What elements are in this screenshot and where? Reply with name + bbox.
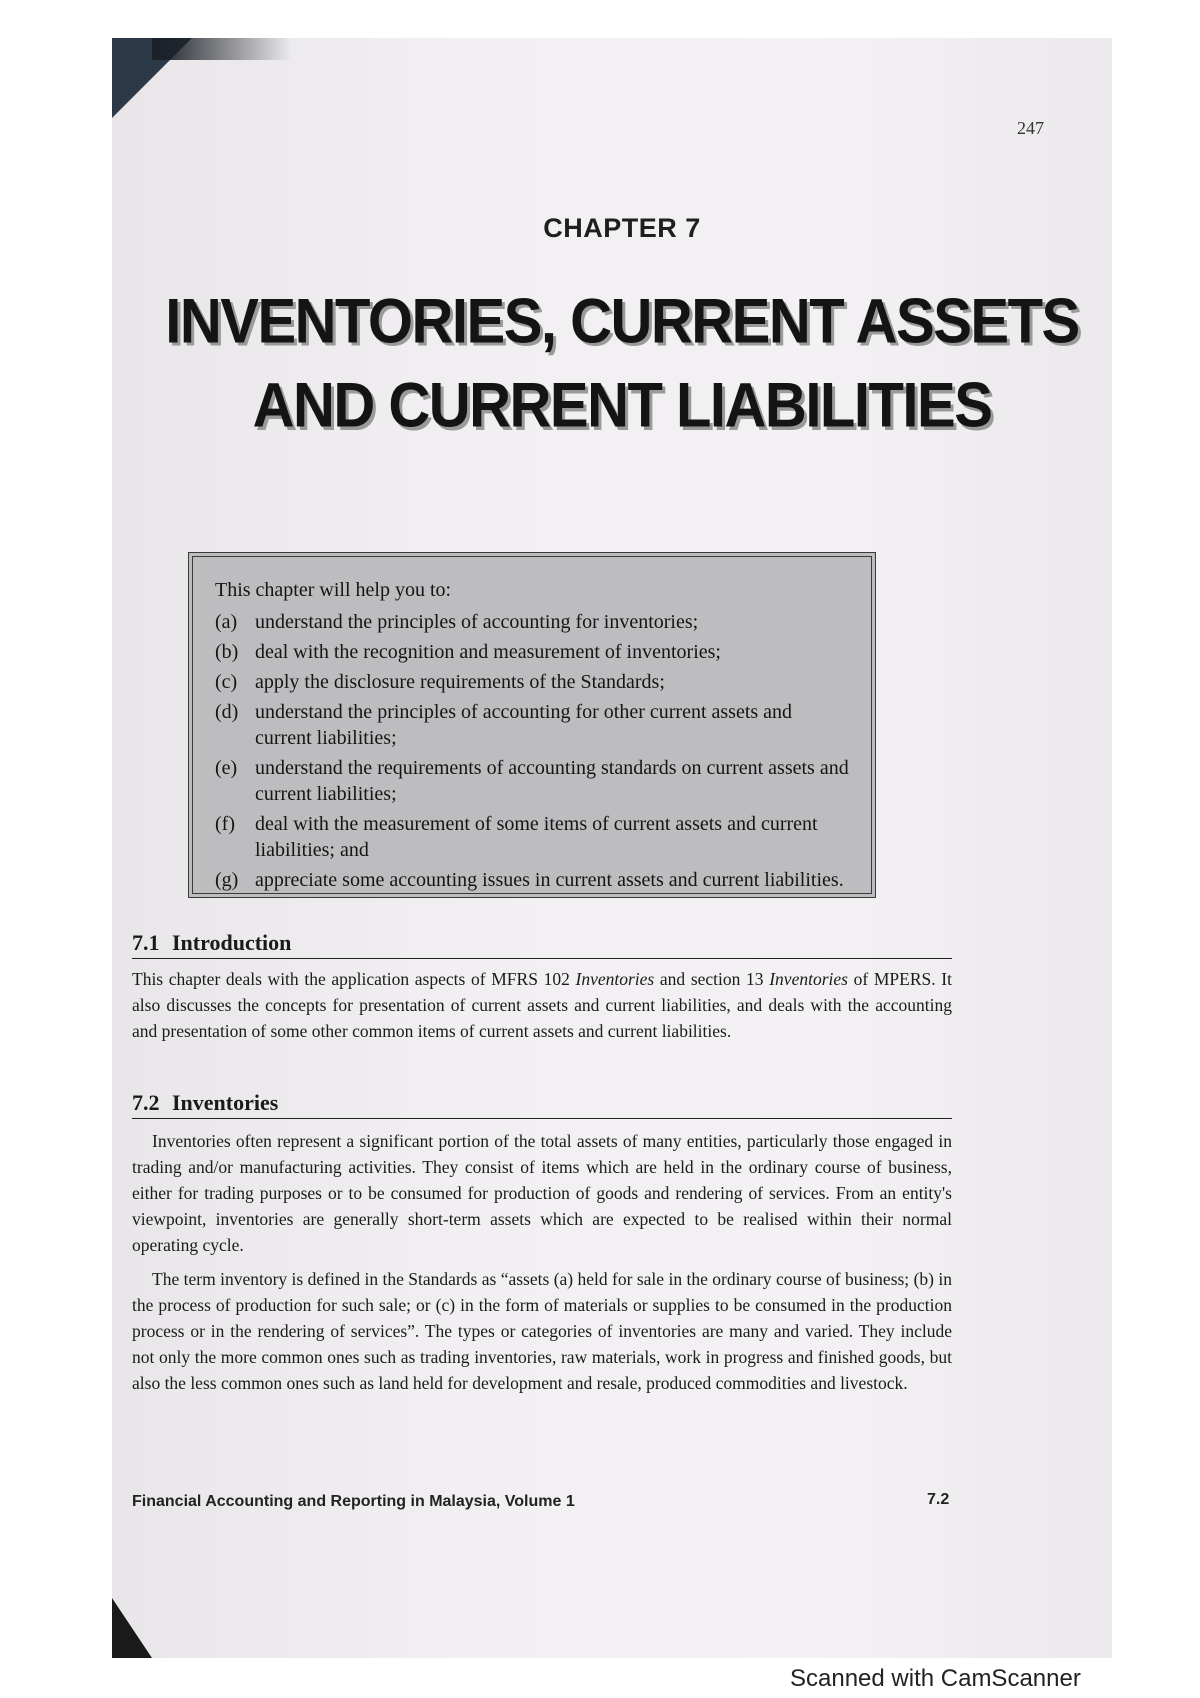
chapter-title bbox=[112, 280, 1112, 448]
objective-item bbox=[215, 811, 849, 863]
section-number: 7.2 bbox=[132, 1090, 160, 1115]
objective-text: understand the principles of accounting for inventories; bbox=[255, 611, 699, 633]
objective-text: understand the principles of accounting for other current assets and current liabilities; bbox=[255, 701, 793, 749]
inventories-paragraph-1: Inventories often represent a significant portion of the total assets of many entities, particularly those engaged in trading and/or manufacturing activities. They consist of items which are held in the ordinary course of business, either for trading purposes or to be consumed for production of goods and rendering of services. From an entity's viewpoint, inventories are generally short-term assets which are expected to be realised within their normal operating cycle. bbox=[132, 1131, 952, 1255]
objective-text: apply the disclosure requirements of the Standards; bbox=[255, 671, 665, 693]
objective-item bbox=[215, 755, 849, 807]
section-title: Inventories bbox=[172, 1090, 279, 1115]
text-run: of MPERS. It also discusses the concepts for presentation of current assets and current liabilities, and deals with the accounting and presentation of some other common items of current assets and current liabilities. bbox=[132, 969, 952, 1041]
objective-marker: (f) bbox=[215, 813, 235, 835]
chapter-title-line-1: INVENTORIES, CURRENT ASSETS bbox=[165, 286, 1079, 357]
objective-marker: (a) bbox=[215, 611, 238, 633]
objective-item bbox=[215, 699, 849, 751]
objective-marker: (c) bbox=[215, 671, 238, 693]
section-heading-inventories bbox=[132, 1090, 952, 1119]
page-number: 247 bbox=[1017, 118, 1044, 138]
camscanner-watermark: Scanned with CamScanner bbox=[790, 1665, 1081, 1692]
chapter-title-line-2: AND CURRENT LIABILITIES bbox=[252, 370, 992, 441]
text-run: and section 13 bbox=[654, 969, 770, 989]
section-heading-introduction bbox=[132, 930, 952, 959]
objective-text: deal with the recognition and measurement of inventories; bbox=[255, 641, 721, 663]
standard-title: Inventories bbox=[575, 969, 655, 989]
scanned-page bbox=[112, 38, 1112, 1658]
footer-section-ref: 7.2 bbox=[927, 1491, 950, 1508]
page-corner-shadow-bottom bbox=[112, 1598, 152, 1658]
chapter-label: CHAPTER 7 bbox=[543, 213, 701, 243]
section-title: Introduction bbox=[172, 930, 292, 955]
objective-text: understand the requirements of accounting standards on current assets and current liabilities; bbox=[255, 757, 849, 805]
inventories-paragraph-2: The term inventory is defined in the Standards as “assets (a) held for sale in the ordinary course of business; (b) in the process of production for such sale; or (c) in the form of materials or supplies to be consumed in the production process or in the rendering of services”. The types or categories of inventories are many and varied. They include not only the more common ones such as trading inventories, raw materials, work in progress and finished goods, but also the less common ones such as land held for development and resale, produced commodities and livestock. bbox=[132, 1269, 952, 1393]
objective-marker: (b) bbox=[215, 641, 239, 663]
objective-marker: (g) bbox=[215, 869, 239, 891]
standard-title: Inventories bbox=[769, 969, 848, 989]
objective-item bbox=[215, 639, 849, 665]
page-edge-shadow bbox=[152, 38, 292, 60]
objectives-intro: This chapter will help you to: bbox=[215, 579, 452, 601]
objective-text: deal with the measurement of some items of current assets and current liabilities; and bbox=[255, 813, 818, 861]
introduction-paragraph bbox=[132, 966, 952, 1044]
objective-marker: (d) bbox=[215, 701, 239, 723]
objectives-list bbox=[215, 609, 849, 893]
objective-marker: (e) bbox=[215, 757, 238, 779]
learning-objectives-box bbox=[192, 556, 872, 894]
objective-item bbox=[215, 609, 849, 635]
section-number: 7.1 bbox=[132, 930, 160, 955]
objective-text: appreciate some accounting issues in current assets and current liabilities. bbox=[255, 869, 844, 891]
footer-book-title: Financial Accounting and Reporting in Malaysia, Volume 1 bbox=[132, 1493, 575, 1510]
objective-item bbox=[215, 669, 849, 695]
text-run: This chapter deals with the application aspects of MFRS 102 bbox=[132, 969, 576, 989]
objective-item bbox=[215, 867, 849, 893]
